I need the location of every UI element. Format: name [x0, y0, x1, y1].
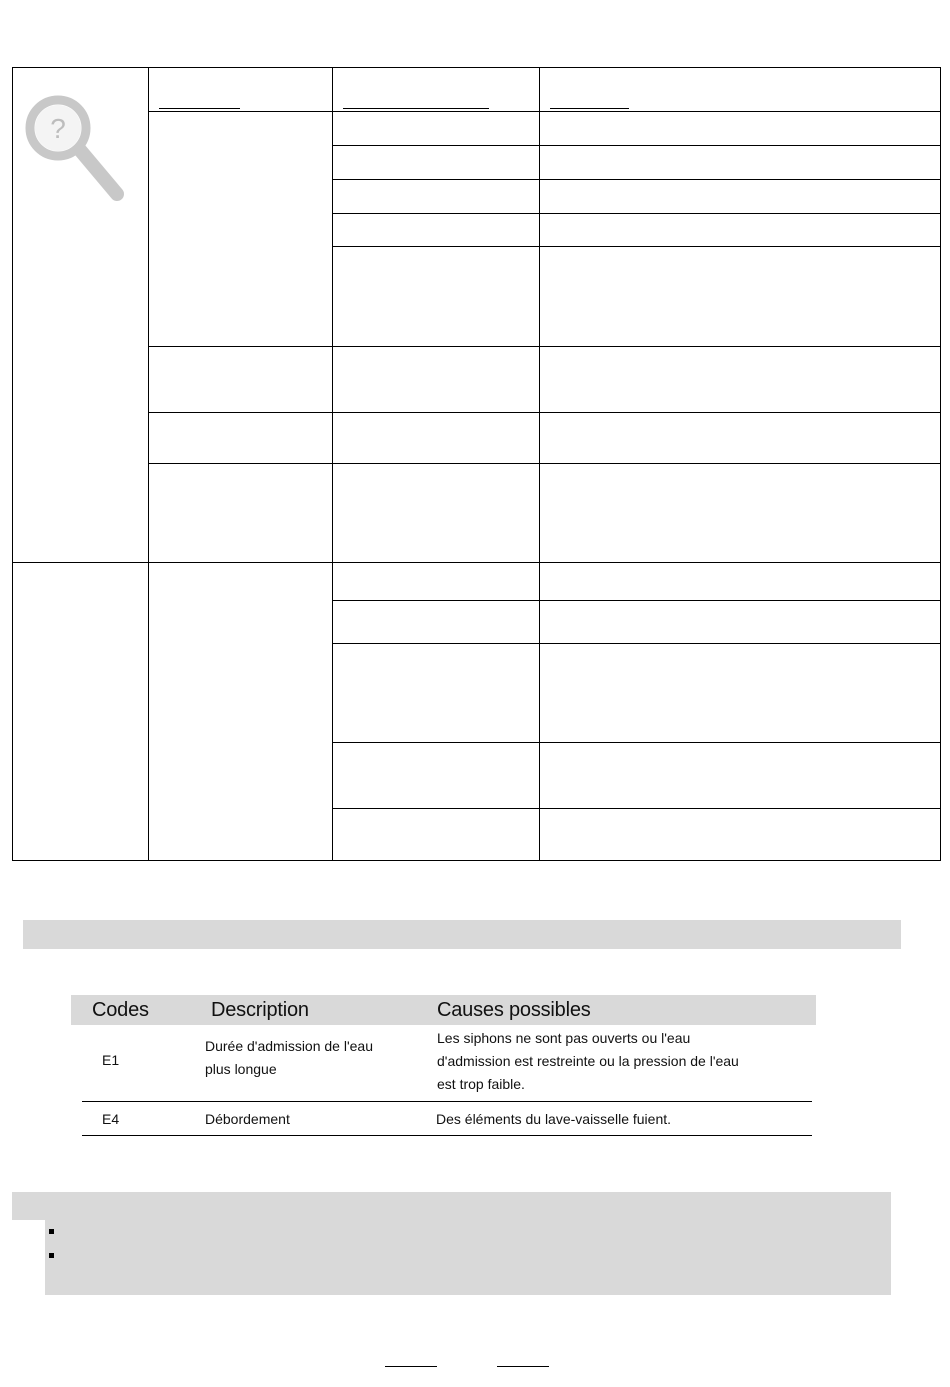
note-heading-bar: [12, 1192, 891, 1220]
table-row-line: [148, 463, 941, 464]
table-row-line: [332, 643, 941, 644]
header-underline-3: [550, 108, 629, 109]
section-heading-bar: [23, 920, 901, 949]
row-divider: [82, 1101, 812, 1102]
table-row-line: [332, 179, 941, 180]
table-row-line: [332, 246, 941, 247]
error-description: Débordement: [205, 1111, 290, 1127]
table-col-divider-1: [148, 67, 149, 861]
footer-line-right: [497, 1366, 549, 1367]
header-description: Description: [211, 999, 309, 1021]
table-row-line: [332, 600, 941, 601]
table-border-bottom: [12, 860, 941, 861]
header-causes: Causes possibles: [437, 999, 591, 1021]
bullet-marker: [49, 1229, 54, 1234]
table-header-bottom: [148, 111, 941, 112]
table-row-line: [332, 213, 941, 214]
header-codes: Codes: [92, 999, 149, 1021]
header-underline-1: [159, 108, 240, 109]
table-row-line: [332, 742, 941, 743]
table-border-top: [12, 67, 941, 68]
table-row-line: [332, 808, 941, 809]
table-border-left: [12, 67, 13, 861]
header-underline-2: [343, 108, 489, 109]
error-code: E1: [102, 1052, 120, 1068]
magnifier-question-icon: [22, 92, 128, 206]
error-cause: Les siphons ne sont pas ouverts ou l'eau d'admission est restreinte ou la pression de l'eau est trop faible.: [437, 1030, 739, 1092]
table-row-line: [332, 145, 941, 146]
error-description: Durée d'admission de l'eau plus longue: [205, 1038, 373, 1077]
footer-line-left: [385, 1366, 437, 1367]
note-box: [45, 1220, 891, 1295]
svg-text:?: ?: [50, 113, 66, 144]
error-code: E4: [102, 1111, 120, 1127]
table-row-line: [148, 346, 941, 347]
table-section-divider: [12, 562, 941, 563]
bullet-marker: [49, 1253, 54, 1258]
table-row-line: [148, 412, 941, 413]
row-divider: [82, 1135, 812, 1136]
error-cause: Des éléments du lave-vaisselle fuient.: [436, 1111, 672, 1127]
